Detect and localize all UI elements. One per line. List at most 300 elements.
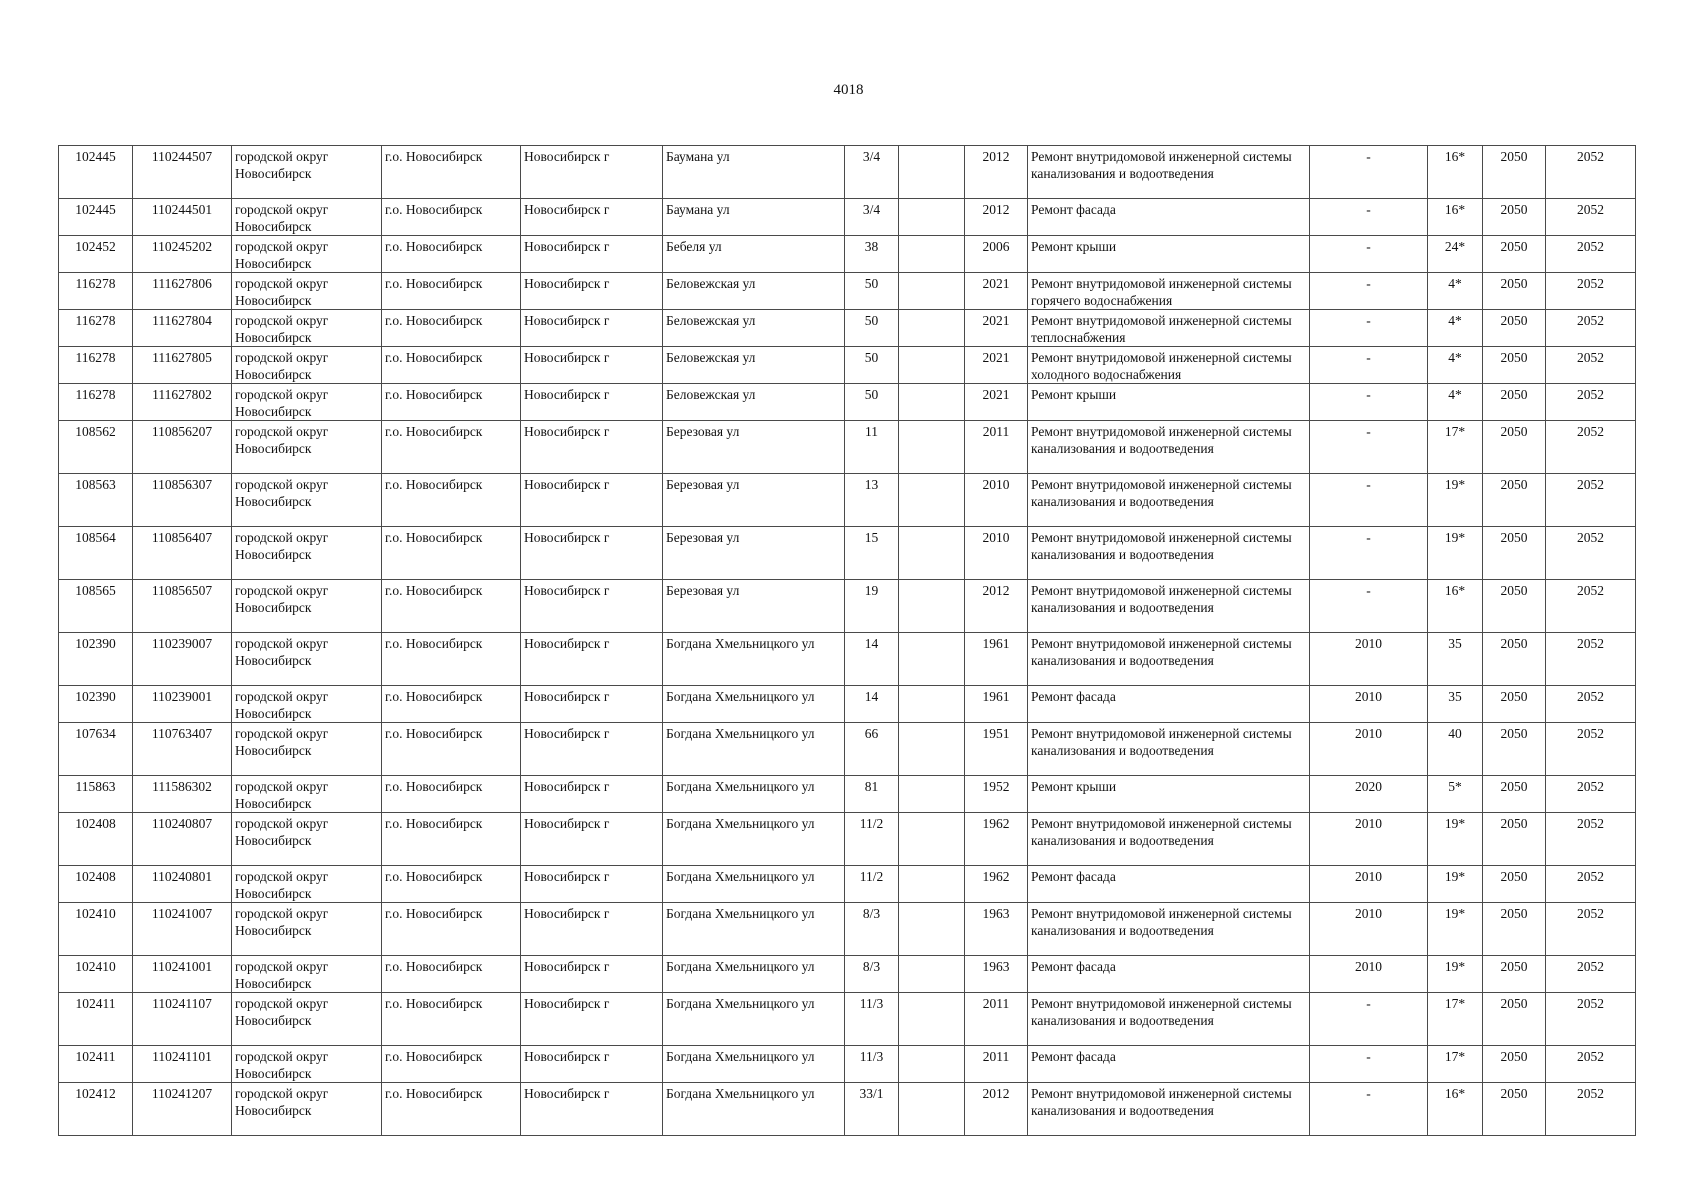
cell-building (899, 236, 965, 273)
cell-house-number: 11/2 (845, 813, 899, 866)
cell-building (899, 580, 965, 633)
cell-building (899, 633, 965, 686)
cell-period-to: 2052 (1546, 384, 1636, 421)
cell-last-repair: - (1310, 199, 1428, 236)
cell-year-built: 2021 (965, 384, 1028, 421)
cell-house-id: 108563 (59, 474, 133, 527)
cell-street: Беловежская ул (663, 310, 845, 347)
cell-period-from: 2050 (1483, 474, 1546, 527)
cell-settlement: Новосибирск г (521, 1083, 663, 1136)
cell-house-number: 8/3 (845, 956, 899, 993)
cell-period-to: 2052 (1546, 580, 1636, 633)
cell-settlement: Новосибирск г (521, 580, 663, 633)
cell-work-type: Ремонт внутридомовой инженерной системы канализования и водоотведения (1028, 813, 1310, 866)
cell-municipality: г.о. Новосибирск (382, 993, 521, 1046)
cell-period-to: 2052 (1546, 993, 1636, 1046)
cell-work-code: 111627806 (133, 273, 232, 310)
cell-house-id: 102445 (59, 199, 133, 236)
cell-house-id: 116278 (59, 384, 133, 421)
cell-house-number: 3/4 (845, 146, 899, 199)
cell-last-repair: 2010 (1310, 866, 1428, 903)
cell-house-number: 11/2 (845, 866, 899, 903)
cell-building (899, 956, 965, 993)
cell-house-id: 115863 (59, 776, 133, 813)
cell-street: Бебеля ул (663, 236, 845, 273)
cell-period-from: 2050 (1483, 421, 1546, 474)
cell-last-repair: - (1310, 1046, 1428, 1083)
cell-wear: 4* (1428, 384, 1483, 421)
cell-settlement: Новосибирск г (521, 776, 663, 813)
cell-last-repair: - (1310, 384, 1428, 421)
table-row (59, 633, 1636, 686)
cell-street: Богдана Хмельницкого ул (663, 1046, 845, 1083)
cell-period-from: 2050 (1483, 1046, 1546, 1083)
cell-period-to: 2052 (1546, 199, 1636, 236)
cell-work-code: 111627805 (133, 347, 232, 384)
cell-work-type: Ремонт внутридомовой инженерной системы теплоснабжения (1028, 310, 1310, 347)
cell-last-repair: - (1310, 273, 1428, 310)
cell-period-to: 2052 (1546, 956, 1636, 993)
cell-period-to: 2052 (1546, 1046, 1636, 1083)
cell-district: городской округ Новосибирск (232, 686, 382, 723)
cell-municipality: г.о. Новосибирск (382, 310, 521, 347)
cell-period-from: 2050 (1483, 384, 1546, 421)
cell-work-code: 110241101 (133, 1046, 232, 1083)
cell-settlement: Новосибирск г (521, 384, 663, 421)
cell-period-to: 2052 (1546, 776, 1636, 813)
cell-work-code: 110856307 (133, 474, 232, 527)
cell-building (899, 686, 965, 723)
cell-settlement: Новосибирск г (521, 421, 663, 474)
cell-year-built: 1963 (965, 956, 1028, 993)
cell-district: городской округ Новосибирск (232, 633, 382, 686)
cell-house-number: 14 (845, 633, 899, 686)
cell-period-to: 2052 (1546, 686, 1636, 723)
cell-house-id: 116278 (59, 310, 133, 347)
cell-period-from: 2050 (1483, 347, 1546, 384)
cell-last-repair: - (1310, 146, 1428, 199)
cell-work-code: 110241207 (133, 1083, 232, 1136)
cell-work-code: 111627802 (133, 384, 232, 421)
table-row (59, 421, 1636, 474)
cell-wear: 19* (1428, 956, 1483, 993)
table-row (59, 146, 1636, 199)
cell-settlement: Новосибирск г (521, 993, 663, 1046)
cell-house-number: 11/3 (845, 993, 899, 1046)
cell-year-built: 1951 (965, 723, 1028, 776)
cell-period-from: 2050 (1483, 866, 1546, 903)
cell-district: городской округ Новосибирск (232, 956, 382, 993)
cell-last-repair: 2010 (1310, 956, 1428, 993)
cell-year-built: 1961 (965, 686, 1028, 723)
cell-municipality: г.о. Новосибирск (382, 236, 521, 273)
cell-municipality: г.о. Новосибирск (382, 686, 521, 723)
cell-wear: 19* (1428, 527, 1483, 580)
cell-work-type: Ремонт внутридомовой инженерной системы холодного водоснабжения (1028, 347, 1310, 384)
cell-building (899, 273, 965, 310)
cell-period-to: 2052 (1546, 813, 1636, 866)
cell-work-type: Ремонт внутридомовой инженерной системы канализования и водоотведения (1028, 993, 1310, 1046)
cell-house-id: 108562 (59, 421, 133, 474)
cell-house-id: 102408 (59, 813, 133, 866)
cell-work-code: 110239001 (133, 686, 232, 723)
cell-house-id: 107634 (59, 723, 133, 776)
cell-house-number: 50 (845, 347, 899, 384)
cell-house-id: 108564 (59, 527, 133, 580)
cell-municipality: г.о. Новосибирск (382, 580, 521, 633)
cell-building (899, 421, 965, 474)
cell-municipality: г.о. Новосибирск (382, 1083, 521, 1136)
table-row (59, 384, 1636, 421)
cell-last-repair: - (1310, 580, 1428, 633)
cell-last-repair: 2020 (1310, 776, 1428, 813)
cell-house-id: 102411 (59, 993, 133, 1046)
table-row (59, 347, 1636, 384)
cell-municipality: г.о. Новосибирск (382, 866, 521, 903)
cell-house-number: 3/4 (845, 199, 899, 236)
cell-last-repair: - (1310, 421, 1428, 474)
cell-year-built: 2011 (965, 993, 1028, 1046)
cell-work-type: Ремонт крыши (1028, 384, 1310, 421)
cell-period-from: 2050 (1483, 956, 1546, 993)
cell-street: Беловежская ул (663, 273, 845, 310)
cell-wear: 19* (1428, 903, 1483, 956)
cell-last-repair: - (1310, 236, 1428, 273)
repair-registry-table (58, 145, 1636, 1136)
cell-work-type: Ремонт внутридомовой инженерной системы канализования и водоотведения (1028, 723, 1310, 776)
cell-work-type: Ремонт крыши (1028, 776, 1310, 813)
cell-settlement: Новосибирск г (521, 956, 663, 993)
cell-municipality: г.о. Новосибирск (382, 347, 521, 384)
cell-building (899, 146, 965, 199)
table-row (59, 1083, 1636, 1136)
cell-period-from: 2050 (1483, 199, 1546, 236)
cell-settlement: Новосибирск г (521, 273, 663, 310)
cell-last-repair: 2010 (1310, 723, 1428, 776)
cell-house-number: 19 (845, 580, 899, 633)
cell-work-type: Ремонт внутридомовой инженерной системы горячего водоснабжения (1028, 273, 1310, 310)
cell-house-number: 11 (845, 421, 899, 474)
cell-house-number: 50 (845, 273, 899, 310)
cell-period-to: 2052 (1546, 310, 1636, 347)
table-row (59, 199, 1636, 236)
cell-work-code: 110244501 (133, 199, 232, 236)
cell-building (899, 993, 965, 1046)
cell-work-code: 111586302 (133, 776, 232, 813)
cell-municipality: г.о. Новосибирск (382, 527, 521, 580)
table-row (59, 813, 1636, 866)
cell-municipality: г.о. Новосибирск (382, 146, 521, 199)
cell-work-code: 110245202 (133, 236, 232, 273)
cell-municipality: г.о. Новосибирск (382, 956, 521, 993)
cell-wear: 17* (1428, 1046, 1483, 1083)
cell-house-number: 50 (845, 310, 899, 347)
cell-settlement: Новосибирск г (521, 236, 663, 273)
cell-last-repair: 2010 (1310, 633, 1428, 686)
cell-work-code: 110240807 (133, 813, 232, 866)
cell-house-id: 102390 (59, 686, 133, 723)
cell-work-type: Ремонт внутридомовой инженерной системы канализования и водоотведения (1028, 146, 1310, 199)
table-body (59, 146, 1636, 1136)
cell-year-built: 2006 (965, 236, 1028, 273)
cell-period-from: 2050 (1483, 686, 1546, 723)
table-row (59, 903, 1636, 956)
table-row (59, 776, 1636, 813)
cell-district: городской округ Новосибирск (232, 866, 382, 903)
cell-period-from: 2050 (1483, 993, 1546, 1046)
cell-wear: 4* (1428, 310, 1483, 347)
cell-house-id: 102452 (59, 236, 133, 273)
cell-building (899, 903, 965, 956)
cell-street: Беловежская ул (663, 384, 845, 421)
cell-street: Березовая ул (663, 474, 845, 527)
cell-municipality: г.о. Новосибирск (382, 384, 521, 421)
cell-district: городской округ Новосибирск (232, 993, 382, 1046)
cell-period-to: 2052 (1546, 236, 1636, 273)
cell-work-type: Ремонт фасада (1028, 199, 1310, 236)
cell-wear: 4* (1428, 273, 1483, 310)
cell-work-code: 110240801 (133, 866, 232, 903)
cell-house-id: 102410 (59, 903, 133, 956)
cell-municipality: г.о. Новосибирск (382, 199, 521, 236)
cell-district: городской округ Новосибирск (232, 199, 382, 236)
cell-work-type: Ремонт внутридомовой инженерной системы канализования и водоотведения (1028, 527, 1310, 580)
cell-period-to: 2052 (1546, 273, 1636, 310)
cell-year-built: 2021 (965, 347, 1028, 384)
cell-settlement: Новосибирск г (521, 146, 663, 199)
cell-period-from: 2050 (1483, 236, 1546, 273)
cell-settlement: Новосибирск г (521, 866, 663, 903)
cell-building (899, 813, 965, 866)
cell-settlement: Новосибирск г (521, 723, 663, 776)
cell-period-to: 2052 (1546, 347, 1636, 384)
cell-period-from: 2050 (1483, 776, 1546, 813)
cell-district: городской округ Новосибирск (232, 1083, 382, 1136)
cell-last-repair: - (1310, 993, 1428, 1046)
cell-year-built: 2012 (965, 146, 1028, 199)
table-row (59, 580, 1636, 633)
table-row (59, 956, 1636, 993)
cell-street: Богдана Хмельницкого ул (663, 903, 845, 956)
cell-work-code: 110244507 (133, 146, 232, 199)
cell-wear: 5* (1428, 776, 1483, 813)
cell-wear: 19* (1428, 474, 1483, 527)
cell-house-number: 15 (845, 527, 899, 580)
cell-street: Богдана Хмельницкого ул (663, 1083, 845, 1136)
cell-last-repair: 2010 (1310, 686, 1428, 723)
cell-building (899, 723, 965, 776)
cell-year-built: 2021 (965, 310, 1028, 347)
cell-district: городской округ Новосибирск (232, 347, 382, 384)
cell-building (899, 474, 965, 527)
cell-period-from: 2050 (1483, 527, 1546, 580)
page-number: 4018 (833, 82, 864, 98)
cell-district: городской округ Новосибирск (232, 723, 382, 776)
cell-period-from: 2050 (1483, 310, 1546, 347)
cell-period-from: 2050 (1483, 273, 1546, 310)
cell-street: Богдана Хмельницкого ул (663, 993, 845, 1046)
cell-last-repair: - (1310, 347, 1428, 384)
cell-period-to: 2052 (1546, 633, 1636, 686)
cell-wear: 40 (1428, 723, 1483, 776)
cell-work-type: Ремонт внутридомовой инженерной системы канализования и водоотведения (1028, 580, 1310, 633)
cell-street: Богдана Хмельницкого ул (663, 723, 845, 776)
cell-house-id: 108565 (59, 580, 133, 633)
cell-settlement: Новосибирск г (521, 813, 663, 866)
cell-work-code: 110239007 (133, 633, 232, 686)
cell-year-built: 2012 (965, 1083, 1028, 1136)
table-row (59, 723, 1636, 776)
cell-settlement: Новосибирск г (521, 686, 663, 723)
cell-work-type: Ремонт внутридомовой инженерной системы канализования и водоотведения (1028, 474, 1310, 527)
cell-house-number: 66 (845, 723, 899, 776)
cell-house-id: 102412 (59, 1083, 133, 1136)
cell-house-number: 8/3 (845, 903, 899, 956)
cell-house-number: 50 (845, 384, 899, 421)
cell-period-from: 2050 (1483, 813, 1546, 866)
cell-last-repair: - (1310, 527, 1428, 580)
cell-wear: 4* (1428, 347, 1483, 384)
cell-period-from: 2050 (1483, 580, 1546, 633)
cell-house-id: 102390 (59, 633, 133, 686)
cell-wear: 16* (1428, 1083, 1483, 1136)
cell-period-from: 2050 (1483, 1083, 1546, 1136)
cell-district: городской округ Новосибирск (232, 384, 382, 421)
cell-year-built: 2010 (965, 527, 1028, 580)
cell-district: городской округ Новосибирск (232, 580, 382, 633)
cell-work-type: Ремонт фасада (1028, 686, 1310, 723)
cell-building (899, 310, 965, 347)
cell-house-id: 102445 (59, 146, 133, 199)
cell-wear: 17* (1428, 993, 1483, 1046)
cell-district: городской округ Новосибирск (232, 421, 382, 474)
cell-street: Беловежская ул (663, 347, 845, 384)
cell-period-to: 2052 (1546, 903, 1636, 956)
cell-year-built: 1962 (965, 866, 1028, 903)
cell-street: Богдана Хмельницкого ул (663, 686, 845, 723)
cell-settlement: Новосибирск г (521, 633, 663, 686)
cell-period-to: 2052 (1546, 866, 1636, 903)
cell-work-code: 110856407 (133, 527, 232, 580)
cell-work-code: 110241001 (133, 956, 232, 993)
cell-period-to: 2052 (1546, 146, 1636, 199)
cell-wear: 17* (1428, 421, 1483, 474)
cell-period-from: 2050 (1483, 903, 1546, 956)
cell-house-id: 116278 (59, 347, 133, 384)
cell-building (899, 1046, 965, 1083)
cell-street: Богдана Хмельницкого ул (663, 866, 845, 903)
cell-municipality: г.о. Новосибирск (382, 723, 521, 776)
cell-street: Березовая ул (663, 527, 845, 580)
cell-year-built: 2011 (965, 421, 1028, 474)
cell-wear: 19* (1428, 866, 1483, 903)
table-row (59, 1046, 1636, 1083)
cell-work-code: 110856207 (133, 421, 232, 474)
cell-municipality: г.о. Новосибирск (382, 633, 521, 686)
cell-house-number: 14 (845, 686, 899, 723)
cell-settlement: Новосибирск г (521, 474, 663, 527)
table-row (59, 686, 1636, 723)
cell-wear: 24* (1428, 236, 1483, 273)
cell-district: городской округ Новосибирск (232, 474, 382, 527)
cell-district: городской округ Новосибирск (232, 527, 382, 580)
cell-municipality: г.о. Новосибирск (382, 421, 521, 474)
cell-settlement: Новосибирск г (521, 1046, 663, 1083)
cell-district: городской округ Новосибирск (232, 903, 382, 956)
cell-work-type: Ремонт фасада (1028, 956, 1310, 993)
cell-work-code: 110241007 (133, 903, 232, 956)
cell-municipality: г.о. Новосибирск (382, 1046, 521, 1083)
cell-street: Богдана Хмельницкого ул (663, 956, 845, 993)
cell-settlement: Новосибирск г (521, 347, 663, 384)
cell-district: городской округ Новосибирск (232, 273, 382, 310)
cell-period-to: 2052 (1546, 474, 1636, 527)
cell-municipality: г.о. Новосибирск (382, 776, 521, 813)
cell-work-code: 111627804 (133, 310, 232, 347)
cell-house-number: 13 (845, 474, 899, 527)
cell-house-id: 102411 (59, 1046, 133, 1083)
cell-year-built: 1961 (965, 633, 1028, 686)
cell-year-built: 2021 (965, 273, 1028, 310)
cell-wear: 16* (1428, 199, 1483, 236)
cell-house-number: 38 (845, 236, 899, 273)
cell-street: Баумана ул (663, 199, 845, 236)
cell-period-to: 2052 (1546, 527, 1636, 580)
cell-wear: 16* (1428, 580, 1483, 633)
table-row (59, 236, 1636, 273)
cell-last-repair: 2010 (1310, 813, 1428, 866)
cell-year-built: 2011 (965, 1046, 1028, 1083)
cell-house-id: 102408 (59, 866, 133, 903)
cell-building (899, 199, 965, 236)
cell-period-to: 2052 (1546, 1083, 1636, 1136)
cell-municipality: г.о. Новосибирск (382, 903, 521, 956)
table-row (59, 273, 1636, 310)
cell-house-number: 11/3 (845, 1046, 899, 1083)
cell-last-repair: - (1310, 1083, 1428, 1136)
table-row (59, 866, 1636, 903)
cell-wear: 19* (1428, 813, 1483, 866)
cell-building (899, 1083, 965, 1136)
cell-municipality: г.о. Новосибирск (382, 474, 521, 527)
cell-district: городской округ Новосибирск (232, 310, 382, 347)
cell-district: городской округ Новосибирск (232, 776, 382, 813)
cell-house-id: 116278 (59, 273, 133, 310)
table-row (59, 993, 1636, 1046)
cell-settlement: Новосибирск г (521, 199, 663, 236)
cell-street: Богдана Хмельницкого ул (663, 633, 845, 686)
cell-wear: 35 (1428, 633, 1483, 686)
cell-district: городской округ Новосибирск (232, 146, 382, 199)
cell-work-type: Ремонт фасада (1028, 1046, 1310, 1083)
cell-street: Богдана Хмельницкого ул (663, 776, 845, 813)
cell-building (899, 384, 965, 421)
cell-wear: 35 (1428, 686, 1483, 723)
cell-building (899, 347, 965, 384)
cell-work-type: Ремонт внутридомовой инженерной системы канализования и водоотведения (1028, 633, 1310, 686)
cell-work-type: Ремонт внутридомовой инженерной системы канализования и водоотведения (1028, 903, 1310, 956)
cell-work-type: Ремонт внутридомовой инженерной системы канализования и водоотведения (1028, 1083, 1310, 1136)
cell-work-type: Ремонт внутридомовой инженерной системы канализования и водоотведения (1028, 421, 1310, 474)
cell-year-built: 1952 (965, 776, 1028, 813)
cell-work-code: 110241107 (133, 993, 232, 1046)
table-row (59, 474, 1636, 527)
cell-period-from: 2050 (1483, 633, 1546, 686)
cell-period-to: 2052 (1546, 723, 1636, 776)
cell-year-built: 1962 (965, 813, 1028, 866)
cell-year-built: 1963 (965, 903, 1028, 956)
cell-building (899, 866, 965, 903)
